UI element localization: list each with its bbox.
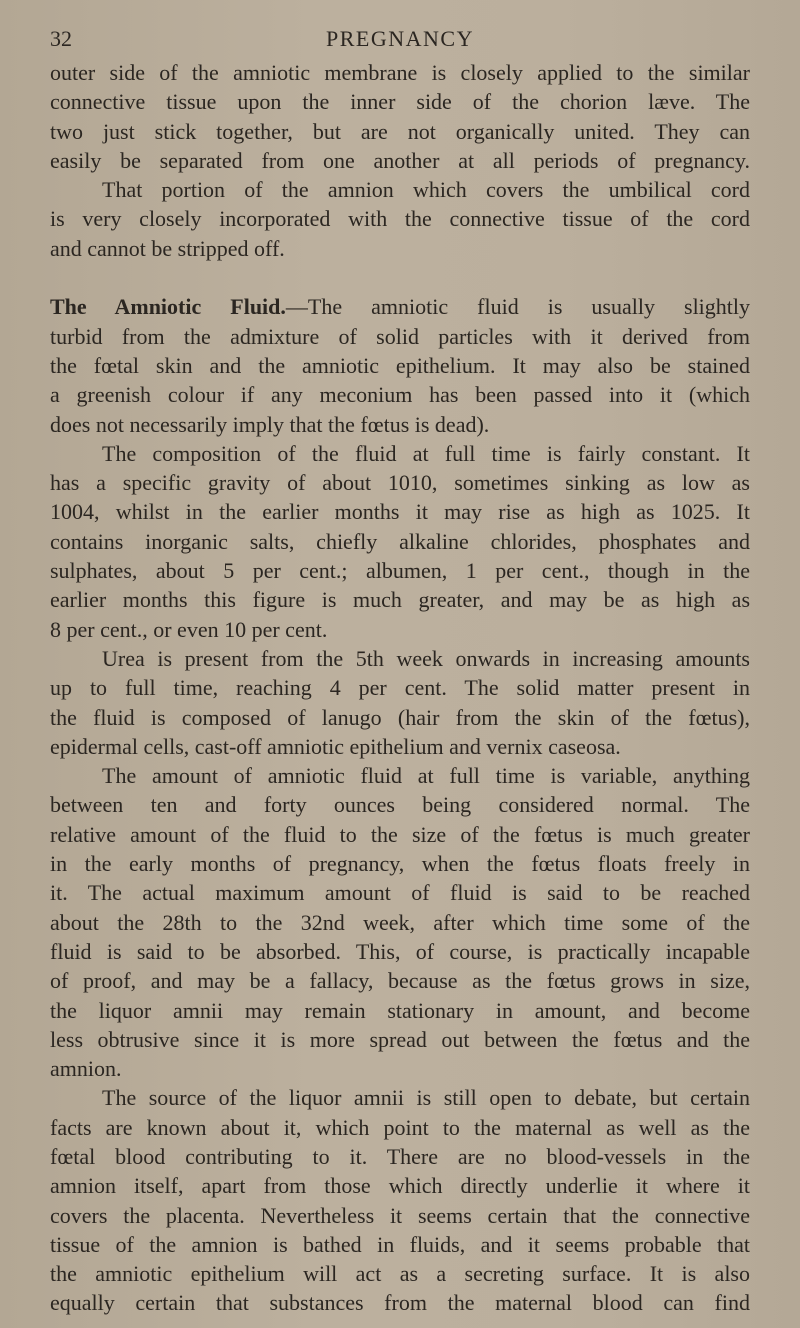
paragraph-line: the fœtal skin and the amniotic epithelium. It may also be stained bbox=[50, 352, 750, 378]
paragraph-line: outer side of the amniotic membrane is closely applied to the similar bbox=[50, 60, 750, 85]
paragraph-line: —The amniotic fluid is usually slightly bbox=[285, 294, 750, 320]
paragraph-line: two just stick together, but are not organically united. They can bbox=[50, 118, 750, 144]
paragraph-line: Urea is present from the 5th week onwards in increasing amounts bbox=[102, 645, 750, 671]
page-header bbox=[50, 26, 750, 56]
paragraph-line: amnion itself, apart from those which directly underlie it where it bbox=[50, 1173, 750, 1199]
paragraph-line: does not necessarily imply that the fœtus is dead). bbox=[50, 411, 490, 437]
paragraph bbox=[50, 1083, 750, 1317]
paragraph-line: sulphates, about 5 per cent.; albumen, 1 per cent., though in the bbox=[50, 558, 750, 584]
section-heading: The Amniotic Fluid. bbox=[50, 294, 286, 320]
paragraph-line: 1004, whilst in the earlier months it may rise as high as 1025. It bbox=[50, 499, 750, 525]
paragraph-line: fluid is said to be absorbed. This, of course, is practically incapable bbox=[50, 938, 750, 964]
paragraph-line: and cannot be stripped off. bbox=[50, 235, 285, 261]
section-paragraph-first-line bbox=[50, 292, 750, 321]
paragraph-line: tissue of the amnion is bathed in fluids, and it seems probable that bbox=[50, 1231, 750, 1257]
paragraph-line: turbid from the admixture of solid particles with it derived from bbox=[50, 323, 750, 349]
paragraph-line: fœtal blood contributing to it. There are no blood-vessels in the bbox=[50, 1143, 750, 1169]
paragraph-line: of proof, and may be a fallacy, because as the fœtus grows in size, bbox=[50, 968, 750, 994]
paragraph-line: between ten and forty ounces being considered normal. The bbox=[50, 792, 750, 818]
paragraph-line: amnion. bbox=[50, 1056, 122, 1082]
paragraph-line: the liquor amnii may remain stationary in amount, and become bbox=[50, 997, 750, 1023]
paragraph-line: 8 per cent., or even 10 per cent. bbox=[50, 616, 328, 642]
paragraph bbox=[50, 761, 750, 1083]
paragraph-line: covers the placenta. Nevertheless it seems certain that the connective bbox=[50, 1202, 750, 1228]
paragraph bbox=[50, 322, 750, 439]
paragraph-line: That portion of the amnion which covers the umbilical cord bbox=[102, 177, 750, 203]
page-number: 32 bbox=[50, 26, 72, 51]
paragraph bbox=[50, 175, 750, 263]
paragraph-line: is very closely incorporated with the connective tissue of the cord bbox=[50, 206, 750, 232]
paragraph-line: about the 28th to the 32nd week, after which time some of the bbox=[50, 909, 750, 935]
paragraph-line: the fluid is composed of lanugo (hair from the skin of the fœtus), bbox=[50, 704, 750, 730]
paragraph-line: epidermal cells, cast-off amniotic epithelium and vernix caseosa. bbox=[50, 733, 621, 759]
paragraph-line: The source of the liquor amnii is still open to debate, but certain bbox=[102, 1085, 750, 1111]
paragraph-line: The amount of amniotic fluid at full time is variable, anything bbox=[102, 763, 750, 789]
paragraph-line: easily be separated from one another at all periods of pregnancy. bbox=[50, 147, 750, 173]
paragraph-line: has a specific gravity of about 1010, sometimes sinking as low as bbox=[50, 470, 750, 496]
paragraph-line: up to full time, reaching 4 per cent. The solid matter present in bbox=[50, 675, 750, 701]
paragraph bbox=[50, 644, 750, 761]
paragraph-line: the amniotic epithelium will act as a secreting surface. It is also bbox=[50, 1261, 750, 1287]
paragraph-line: a greenish colour if any meconium has been passed into it (which bbox=[50, 382, 750, 408]
page-body bbox=[50, 58, 750, 1318]
paragraph-line: less obtrusive since it is more spread out between the fœtus and the bbox=[50, 1026, 750, 1052]
running-title: PREGNANCY bbox=[326, 26, 474, 51]
paragraph-line: connective tissue upon the inner side of the chorion læve. The bbox=[50, 89, 750, 115]
paragraph-line: contains inorganic salts, chiefly alkaline chlorides, phosphates and bbox=[50, 528, 750, 554]
paragraph-line: it. The actual maximum amount of fluid is said to be reached bbox=[50, 880, 750, 906]
paragraph-line: The composition of the fluid at full time is fairly constant. It bbox=[102, 440, 750, 466]
paragraph-line: in the early months of pregnancy, when the fœtus floats freely in bbox=[50, 851, 750, 877]
paragraph-line: facts are known about it, which point to the maternal as well as the bbox=[50, 1114, 750, 1140]
paragraph-line: earlier months this figure is much greater, and may be as high as bbox=[50, 587, 750, 613]
paragraph bbox=[50, 439, 750, 644]
paragraph-line: relative amount of the fluid to the size of the fœtus is much greater bbox=[50, 821, 750, 847]
paragraph bbox=[50, 58, 750, 175]
paragraph-line: equally certain that substances from the maternal blood can find bbox=[50, 1290, 750, 1316]
